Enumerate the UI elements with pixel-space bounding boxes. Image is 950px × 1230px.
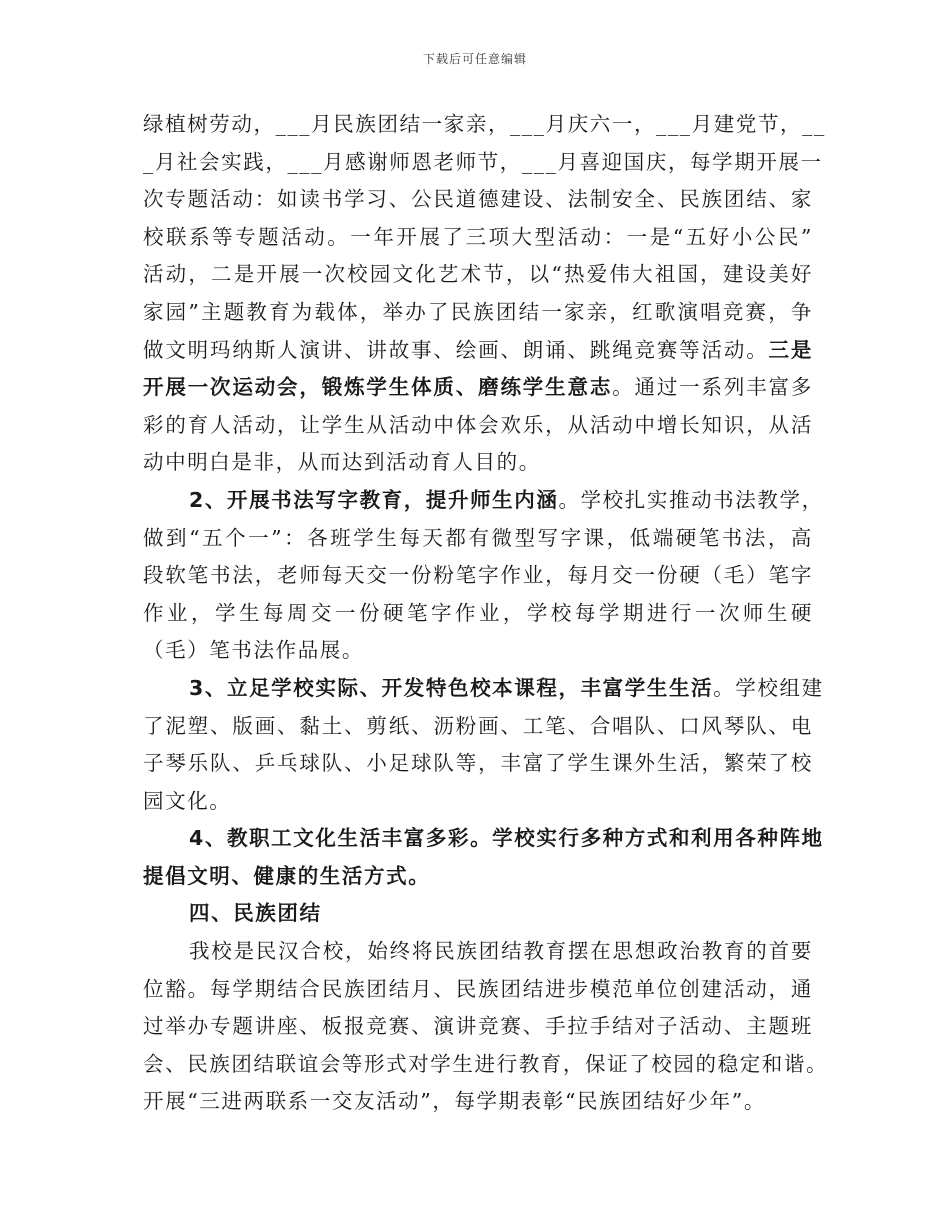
bold-text: 开展一次运动会，锻炼学生体质、磨练学生意志	[143, 375, 613, 400]
text-segment: 家园”主题教育为载体，举办了民族团结一家亲，红歌演唱竞赛，争	[143, 299, 813, 324]
text-line	[143, 933, 813, 971]
text-line	[143, 670, 824, 708]
text-line	[143, 369, 813, 407]
text-line	[143, 783, 813, 821]
bold-text: 4、教职工文化生活丰富多彩。学校实行多种方式和利用各种阵地	[189, 826, 824, 851]
text-line	[143, 181, 813, 219]
text-line	[143, 971, 813, 1009]
text-segment: 会、民族团结联谊会等形式对学生进行教育，保证了校园的稳定和谐。	[143, 1051, 829, 1076]
text-segment: 了泥塑、版画、黏土、剪纸、沥粉画、工笔、合唱队、口风琴队、电	[143, 713, 813, 738]
text-segment: 。通过一系列丰富多	[612, 375, 813, 400]
text-line	[143, 1046, 829, 1084]
text-segment: 活动，二是开展一次校园文化艺术节，以“热爱伟大祖国，建设美好	[143, 262, 813, 287]
text-segment: 次专题活动：如读书学习、公民道德建设、法制安全、民族团结、家	[143, 187, 813, 212]
text-segment: 位豁。每学期结合民族团结月、民族团结进步模范单位创建活动，通	[143, 976, 813, 1001]
text-segment: 过举办专题讲座、板报竞赛、演讲竞赛、手拉手结对子活动、主题班	[143, 1014, 813, 1039]
text-segment: 作业，学生每周交一份硬笔字作业，学校每学期进行一次师生硬	[143, 600, 813, 625]
text-line	[143, 557, 813, 595]
text-segment: 做文明玛纳斯人演讲、讲故事、绘画、朗诵、跳绳竞赛等活动。	[143, 337, 769, 362]
text-line	[143, 407, 813, 445]
bold-text: 2、开展书法写字教育，提升师生内涵	[189, 487, 559, 512]
text-line	[143, 332, 813, 370]
bold-text: 3、立足学校实际、开发特色校本课程，丰富学生生活	[189, 675, 714, 700]
text-segment: 段软笔书法，老师每天交一份粉笔字作业，每月交一份硬（毛）笔字	[143, 563, 813, 588]
text-segment: 绿植树劳动，___月民族团结一家亲，___月庆六一，___月建党节，__	[143, 112, 826, 136]
text-segment: 我校是民汉合校，始终将民族团结教育摆在思想政治教育的首要	[189, 939, 813, 964]
text-line	[143, 708, 813, 746]
text-line	[143, 858, 813, 896]
text-segment: 子琴乐队、乒乓球队、小足球队等，丰富了学生课外生活，繁荣了校	[143, 751, 813, 776]
text-segment: 校联系等专题活动。一年开展了三项大型活动：一是“五好小公民”	[143, 224, 813, 249]
text-line	[143, 106, 826, 144]
text-segment: 。学校组建	[713, 675, 824, 700]
document-body	[143, 106, 829, 1121]
text-line	[143, 632, 813, 670]
text-line	[143, 1008, 813, 1046]
text-segment: 园文化。	[143, 788, 232, 813]
bold-text: 提倡文明、健康的生活方式。	[143, 863, 431, 888]
text-line	[143, 820, 824, 858]
text-segment: 动中明白是非，从而达到活动育人目的。	[143, 450, 541, 475]
text-line	[143, 219, 813, 257]
text-line	[143, 745, 813, 783]
text-segment: 。学校扎实推动书法教学，	[558, 487, 824, 512]
text-line	[143, 595, 813, 633]
text-line	[143, 144, 823, 182]
text-segment: 开展“三进两联系一交友活动”，每学期表彰“民族团结好少年”。	[143, 1089, 766, 1114]
text-line	[143, 1083, 813, 1121]
text-segment: 彩的育人活动，让学生从活动中体会欢乐，从活动中增长知识，从活	[143, 412, 813, 437]
text-segment: _月社会实践，___月感谢师恩老师节，___月喜迎国庆，每学期开展一	[143, 149, 823, 174]
page-header: 下载后可任意编辑	[422, 52, 527, 66]
text-line	[143, 520, 813, 558]
bold-text: 四、民族团结	[189, 901, 322, 926]
text-line	[143, 444, 813, 482]
text-line	[143, 482, 824, 520]
text-line	[143, 294, 813, 332]
text-segment: （毛）笔书法作品展。	[143, 638, 364, 663]
text-line	[143, 895, 813, 933]
bold-text: 三是	[768, 337, 813, 362]
text-line	[143, 256, 813, 294]
text-segment: 做到“五个一”：各班学生每天都有微型写字课，低端硬笔书法，高	[143, 525, 813, 550]
